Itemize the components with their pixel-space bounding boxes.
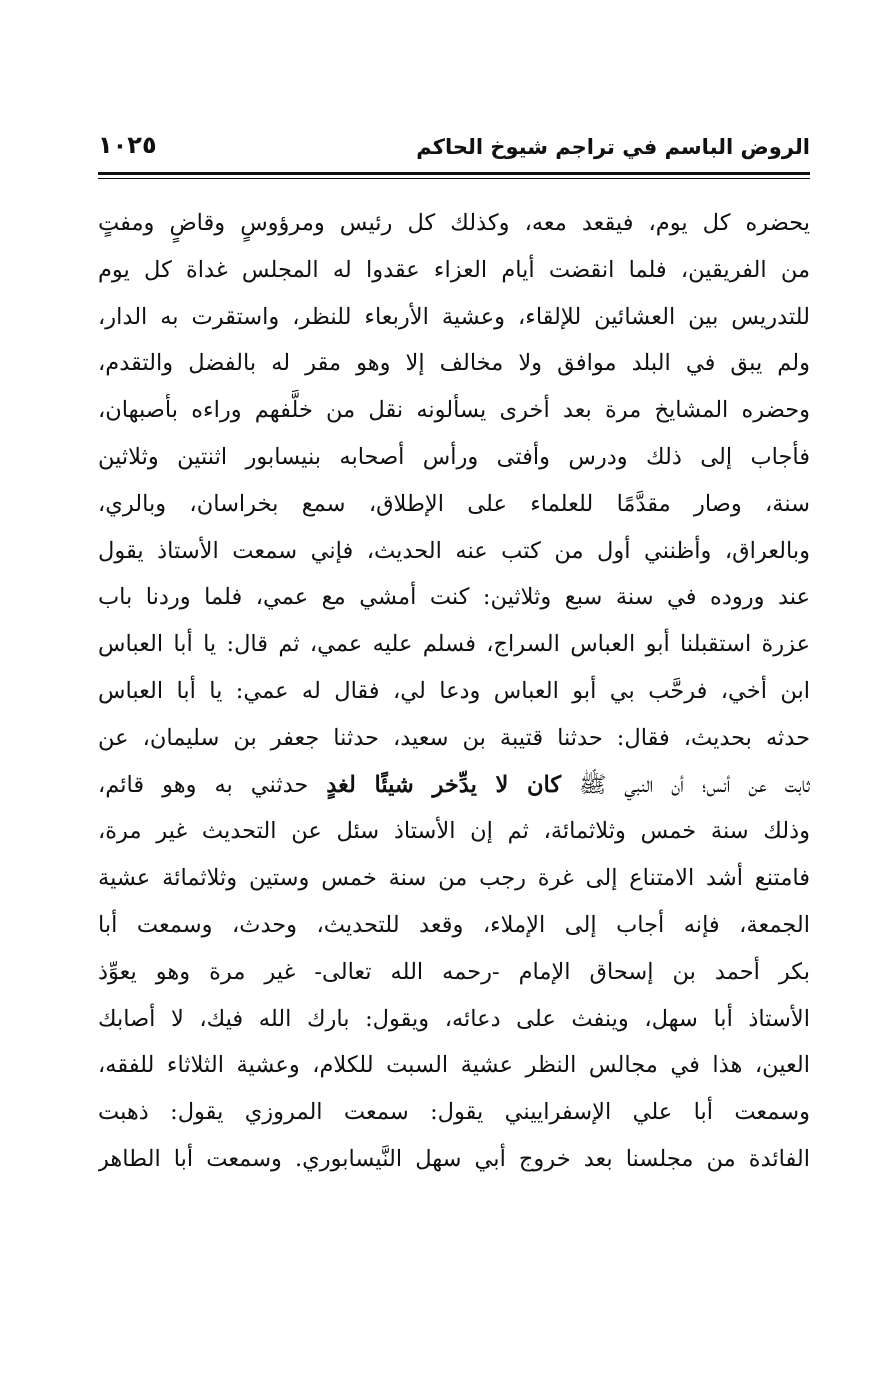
text-line: سنة، وصار مقدَّمًا للعلماء على الإطلاق، سمع بخراسان، وبالري، — [98, 490, 810, 517]
text-line: وذلك سنة خمس وثلاثمائة، ثم إن الأستاذ سئل عن التحديث غير مرة، — [98, 818, 810, 845]
text-line: وبالعراق، وأظنني أول من كتب عنه الحديث، فإني سمعت الأستاذ يقول — [98, 537, 810, 564]
hadith-lead-in: ثابت عن أنس؛ أن النبي ﷺ — [561, 771, 810, 798]
text-line: يحضره كل يوم، فيقعد معه، وكذلك كل رئيس ومرؤوسٍ وقاضٍ ومفتٍ — [98, 210, 810, 236]
text-line-hadith — [98, 762, 810, 809]
header-rule-thin — [98, 178, 810, 179]
header-rule-thick — [98, 172, 810, 175]
text-line: عند وروده في سنة سبع وثلاثين: كنت أمشي مع عمي، فلما وردنا باب — [98, 584, 810, 611]
text-line: العين، هذا في مجالس النظر عشية السبت للكلام، وعشية الثلاثاء للفقه، — [98, 1052, 810, 1079]
hadith-follow: حدثني به وهو قائم، — [98, 771, 327, 798]
hadith-quote: كان لا يدِّخر شيئًا لغدٍ — [326, 771, 562, 798]
text-line: ولم يبق في البلد موافق ولا مخالف إلا وهو مقر له بالفضل والتقدم، — [98, 350, 810, 377]
text-line: بكر أحمد بن إسحاق الإمام -رحمه الله تعالى- غير مرة وهو يعوِّذ — [98, 958, 810, 985]
text-line: فأجاب إلى ذلك ودرس وأفتى ورأس أصحابه بنيسابور اثنتين وثلاثين — [98, 443, 810, 470]
text-line: حدثه بحديث، فقال: حدثنا قتيبة بن سعيد، حدثنا جعفر بن سليمان، عن — [98, 724, 810, 751]
text-line: للتدريس بين العشائين للإلقاء، وعشية الأربعاء للنظر، واستقرت به الدار، — [98, 303, 810, 330]
text-line: ابن أخي، فرحَّب بي أبو العباس ودعا لي، فقال له عمي: يا أبا العباس — [98, 677, 810, 704]
text-line: من الفريقين، فلما انقضت أيام العزاء عقدوا له المجلس غداة كل يوم — [98, 256, 810, 283]
text-line: الأستاذ أبا سهل، وينفث على دعائه، ويقول: بارك الله فيك، لا أصابك — [98, 1005, 810, 1032]
running-header — [98, 128, 810, 168]
text-line: عزرة استقبلنا أبو العباس السراج، فسلم عليه عمي، ثم قال: يا أبا العباس — [98, 631, 810, 658]
book-title: الروض الباسم في تراجم شيوخ الحاكم — [416, 135, 810, 159]
text-line: الفائدة من مجلسنا بعد خروج أبي سهل النَّيسابوري. وسمعت أبا الطاهر — [98, 1145, 810, 1172]
text-line: وسمعت أبا علي الإسفراييني يقول: سمعت المروزي يقول: ذهبت — [98, 1099, 810, 1126]
text-line: وحضره المشايخ مرة بعد أخرى يسألونه نقل من خلَّفهم وراءه بأصبهان، — [98, 397, 810, 424]
body-text — [98, 200, 810, 1183]
text-line: الجمعة، فإنه أجاب إلى الإملاء، وقعد للتحديث، وحدث، وسمعت أبا — [98, 911, 810, 938]
page-number: ١٠٢٥ — [98, 131, 157, 159]
text-line: فامتنع أشد الامتناع إلى غرة رجب من سنة خمس وستين وثلاثمائة عشية — [98, 865, 810, 892]
